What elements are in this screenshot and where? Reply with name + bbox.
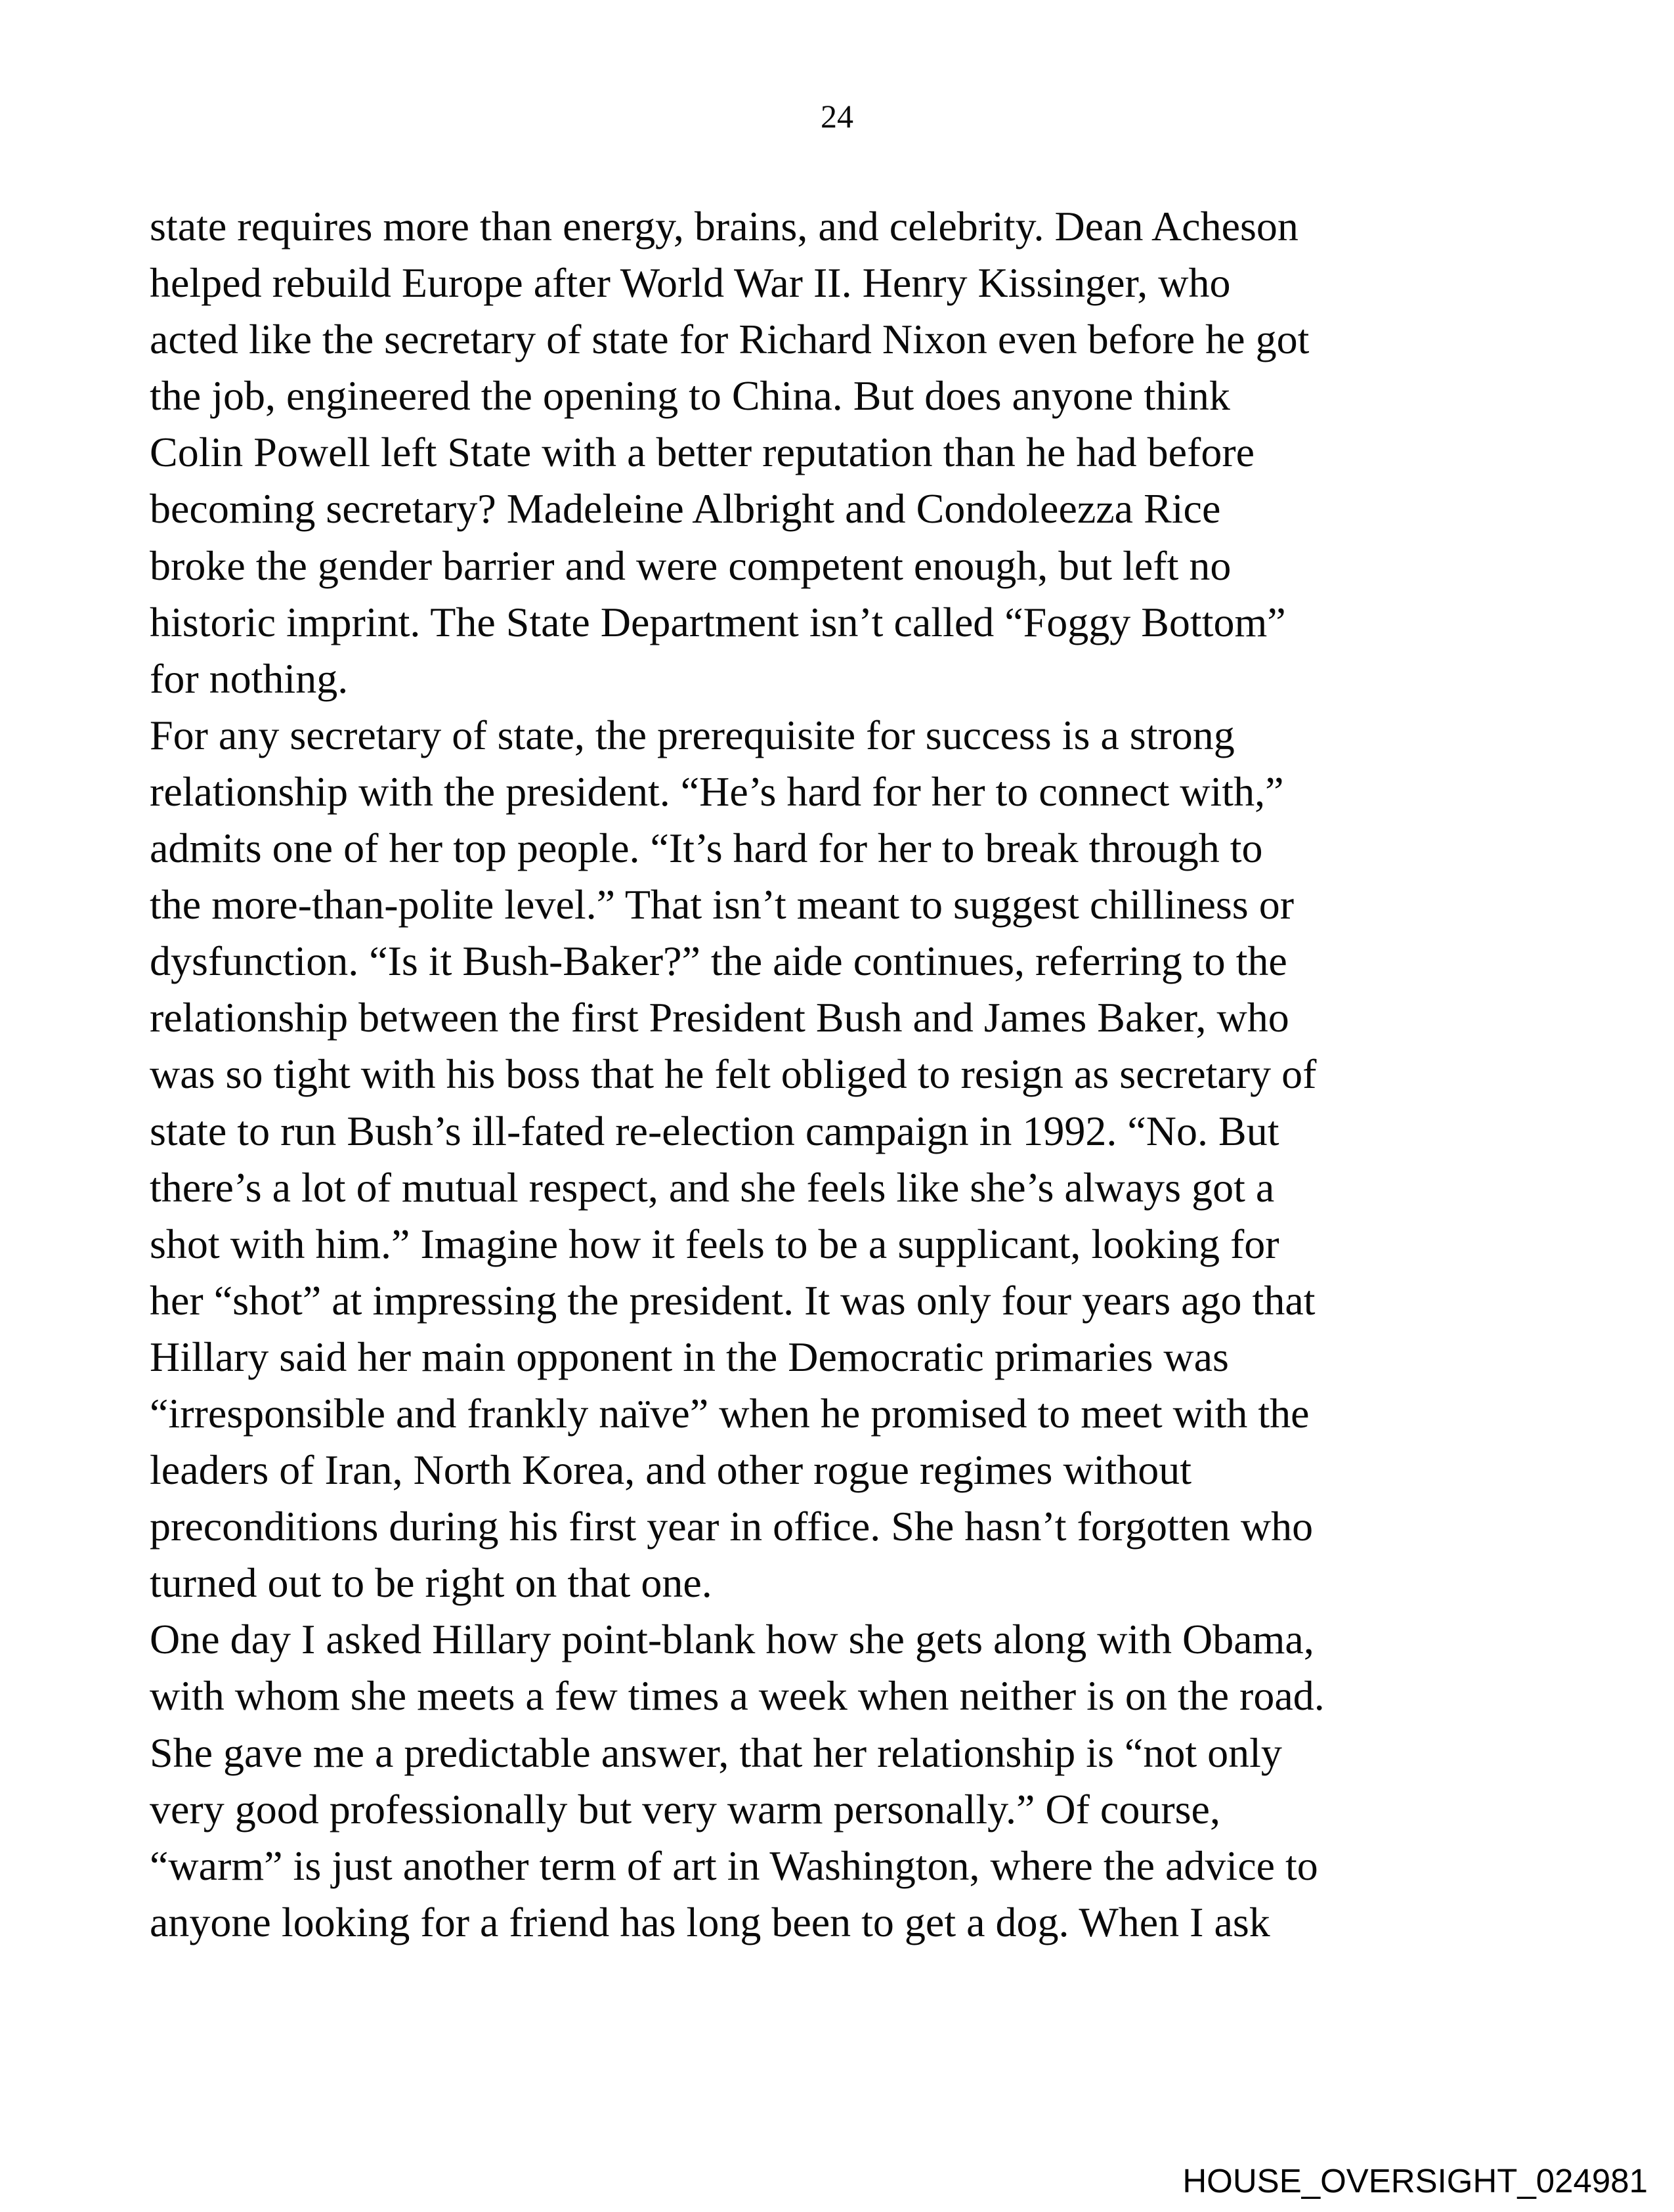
body-text [150, 198, 1325, 1951]
body-line: She gave me a predictable answer, that her relationship is “not only [150, 1729, 1282, 1776]
body-line: “irresponsible and frankly naïve” when he promised to meet with the [150, 1389, 1310, 1437]
body-line: relationship between the first President Bush and James Baker, who [150, 994, 1289, 1041]
body-line: was so tight with his boss that he felt obliged to resign as secretary of [150, 1051, 1317, 1098]
body-line: For any secretary of state, the prerequisite for success is a strong [150, 711, 1235, 758]
body-line: acted like the secretary of state for Richard Nixon even before he got [150, 316, 1310, 363]
body-line: historic imprint. The State Department isn’t called “Foggy Bottom” [150, 598, 1286, 645]
body-line: with whom she meets a few times a week when neither is on the road. [150, 1672, 1325, 1720]
body-line: One day I asked Hillary point-blank how she gets along with Obama, [150, 1616, 1314, 1663]
body-line: anyone looking for a friend has long been to get a dog. When I ask [150, 1898, 1270, 1945]
body-line: shot with him.” Imagine how it feels to be a supplicant, looking for [150, 1220, 1279, 1267]
body-line: preconditions during his first year in office. She hasn’t forgotten who [150, 1503, 1314, 1550]
body-line: “warm” is just another term of art in Washington, where the advice to [150, 1842, 1318, 1889]
page-number: 24 [821, 98, 853, 135]
body-line: very good professionally but very warm personally.” Of course, [150, 1785, 1220, 1832]
body-line: the job, engineered the opening to China. But does anyone think [150, 372, 1230, 420]
body-line: state requires more than energy, brains, and celebrity. Dean Acheson [150, 203, 1298, 249]
body-line: relationship with the president. “He’s hard for her to connect with,” [150, 768, 1284, 815]
body-line: the more-than-polite level.” That isn’t meant to suggest chilliness or [150, 881, 1294, 928]
body-line: her “shot” at impressing the president. It was only four years ago that [150, 1276, 1316, 1324]
body-line: Colin Powell left State with a better reputation than he had before [150, 429, 1255, 476]
body-line: turned out to be right on that one. [150, 1559, 712, 1607]
body-line: admits one of her top people. “It’s hard for her to break through to [150, 825, 1263, 872]
body-line: becoming secretary? Madeleine Albright and Condoleezza Rice [150, 485, 1221, 532]
body-line: leaders of Iran, North Korea, and other rogue regimes without [150, 1446, 1191, 1494]
bates-stamp: HOUSE_OVERSIGHT_024981 [1182, 2162, 1648, 2200]
body-line: Hillary said her main opponent in the Democratic primaries was [150, 1333, 1229, 1380]
body-line: state to run Bush’s ill-fated re-election campaign in 1992. “No. But [150, 1107, 1279, 1154]
body-line: for nothing. [150, 655, 349, 702]
body-line: broke the gender barrier and were competent enough, but left no [150, 542, 1232, 589]
body-line: helped rebuild Europe after World War II. Henry Kissinger, who [150, 259, 1231, 307]
body-line: dysfunction. “Is it Bush-Baker?” the aide continues, referring to the [150, 938, 1287, 985]
body-line: there’s a lot of mutual respect, and she feels like she’s always got a [150, 1163, 1275, 1211]
